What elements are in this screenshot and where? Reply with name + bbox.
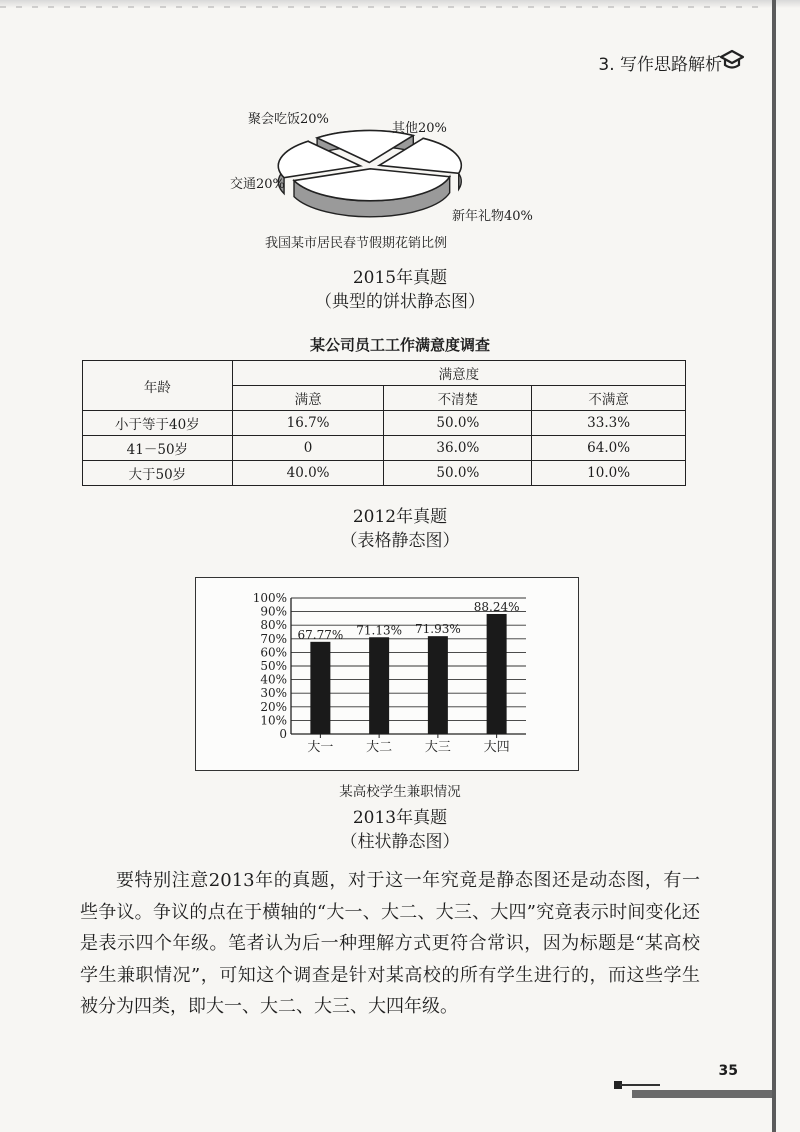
table-col-unclear: 不清楚: [384, 386, 532, 411]
satisfaction-table: [82, 360, 686, 486]
bar-chart-svg: [196, 578, 578, 770]
bar-ytick-label: 70%: [260, 631, 287, 646]
table-cell: 36.0%: [384, 436, 532, 461]
pie-label-gathering: 聚会吃饭20%: [248, 112, 329, 127]
table-cell: 50.0%: [384, 411, 532, 436]
table-row: [83, 411, 686, 436]
table-cell: 16.7%: [232, 411, 384, 436]
page-binding-edge: [772, 0, 776, 1132]
footer-bar-decoration: [632, 1090, 772, 1098]
table-cell: 50.0%: [384, 461, 532, 486]
table-cell: 33.3%: [532, 411, 686, 436]
bar-ytick-label: 20%: [260, 699, 287, 714]
table-title: 某公司员工工作满意度调查: [309, 336, 490, 354]
table-col-satisfied: 满意: [232, 386, 384, 411]
bar-category-label: 大二: [366, 740, 393, 755]
table-row: [83, 461, 686, 486]
running-header: 3. 写作思路解析: [598, 55, 722, 75]
bar-ytick-label: 100%: [252, 591, 287, 605]
bar-chart-frame: [195, 577, 579, 771]
bar-大四: [487, 614, 507, 734]
bar-ytick-label: 80%: [260, 618, 287, 633]
page-number: 35: [718, 1063, 738, 1079]
pie-label-other: 其他20%: [392, 121, 447, 136]
bar-ytick-label: 60%: [260, 645, 287, 660]
bar-chart-caption: 某高校学生兼职情况: [339, 784, 461, 800]
bar-category-label: 大一: [307, 740, 334, 755]
table-cell: 0: [232, 436, 384, 461]
table-year-caption: 2012年真题: [352, 507, 448, 527]
pie-type-caption: （典型的饼状静态图）: [315, 292, 485, 312]
bar-ytick-label: 50%: [260, 659, 287, 673]
bar-type-caption: （柱状静态图）: [340, 832, 460, 852]
bar-ytick-label: 10%: [260, 713, 287, 728]
table-row: [83, 436, 686, 461]
body-paragraph: 要特别注意2013年的真题，对于这一年究竟是静态图还是动态图，有一些争议。争议的点在于横轴的“大一、大二、大三、大四”究竟表示时间变化还是表示四个年级。笔者认为后一种理解方式更符合常识，因为标题是“某高校学生兼职情况”，可知这个调查是针对某高校的所有学生进行的，而这些学生被分为四类，即大一、大二、大三、大四年级。: [80, 870, 700, 1017]
table-type-caption: （表格静态图）: [340, 531, 460, 551]
table-row-header: 年龄: [83, 361, 233, 411]
bar-大一: [310, 642, 330, 734]
bar-ytick-label: 40%: [260, 672, 287, 687]
footer-line-decoration: [620, 1084, 660, 1086]
pie-label-gifts: 新年礼物40%: [452, 209, 533, 224]
bar-大三: [428, 636, 448, 734]
bar-category-label: 大四: [483, 740, 510, 755]
bar-ytick-label: 90%: [260, 604, 287, 619]
table-cell: 64.0%: [532, 436, 686, 461]
bar-data-label: 88.24%: [473, 599, 520, 614]
bar-data-label: 67.77%: [297, 627, 344, 642]
bar-ytick-label: 30%: [260, 686, 287, 701]
graduation-cap-icon: [719, 47, 745, 73]
table-cell-age: 大于50岁: [83, 461, 233, 486]
bar-data-label: 71.93%: [414, 622, 461, 637]
table-cell-age: 小于等于40岁: [83, 411, 233, 436]
bar-category-label: 大三: [424, 740, 451, 755]
bar-大二: [369, 637, 389, 734]
pie-chart-caption: 我国某市居民春节假期花销比例: [265, 236, 448, 251]
pie-label-transport: 交通20%: [230, 177, 285, 192]
pie-year-caption: 2015年真题: [352, 268, 448, 288]
bar-year-caption: 2013年真题: [352, 808, 448, 828]
top-decoration: [0, 6, 760, 8]
bar-ytick-label: 0: [279, 727, 287, 741]
table-col-unsatisfied: 不满意: [532, 386, 686, 411]
table-cell-age: 41－50岁: [83, 436, 233, 461]
table-cell: 10.0%: [532, 461, 686, 486]
bar-data-label: 71.13%: [356, 623, 403, 638]
table-cell: 40.0%: [232, 461, 384, 486]
body-text: [80, 865, 700, 1023]
table-group-header: 满意度: [232, 361, 685, 386]
